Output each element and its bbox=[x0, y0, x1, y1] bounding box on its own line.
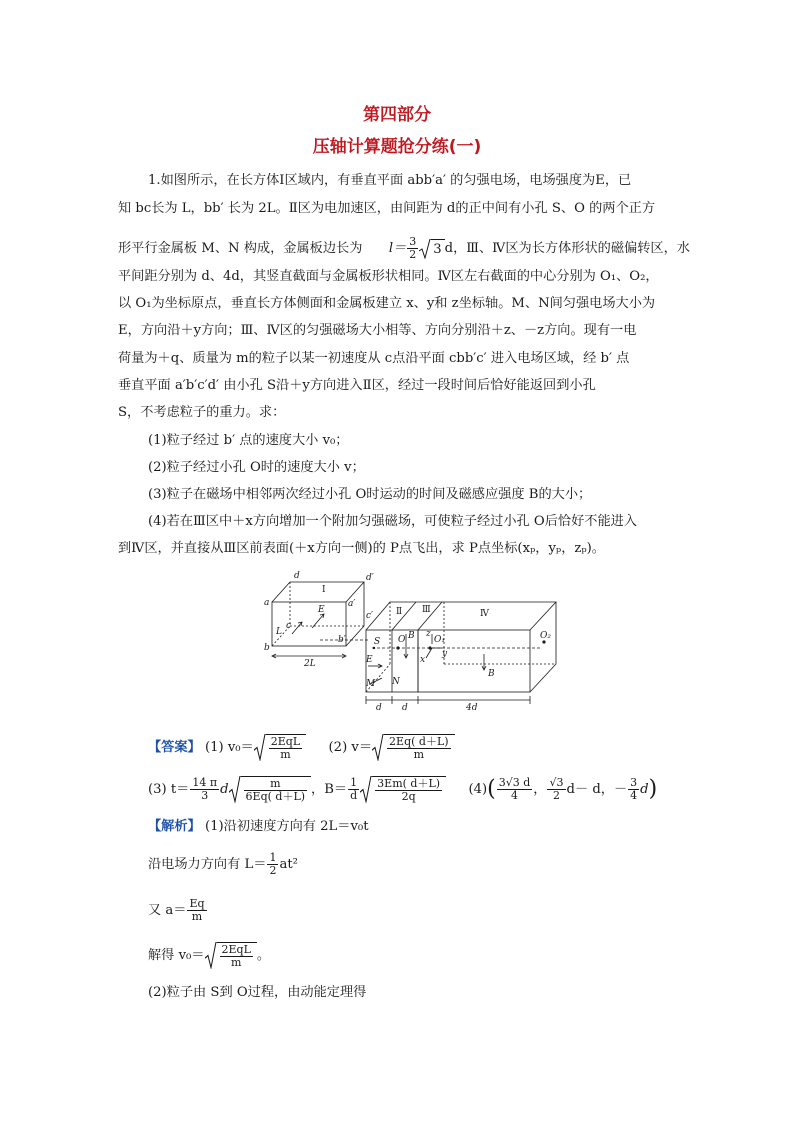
question-4-line-2: 到Ⅳ区，并直接从Ⅲ区前表面(＋x方向一侧)的 P点飞出，求 P点坐标(xₚ，yₚ，zₚ)。 bbox=[118, 541, 605, 556]
label-dim-d1: d bbox=[376, 703, 382, 712]
three-halves-fraction bbox=[407, 236, 418, 261]
analysis-text-2-rest: at² bbox=[279, 857, 298, 872]
problem-line-10: S，不考虑粒子的重力。求： bbox=[118, 405, 286, 420]
answer-1-sqrt bbox=[254, 734, 306, 761]
label-z-axis: z bbox=[426, 629, 431, 639]
fraction-numerator: 3 bbox=[409, 235, 417, 248]
answer-line-1 bbox=[148, 734, 455, 761]
radical-icon bbox=[360, 776, 372, 803]
fraction-numerator: 2EqL bbox=[221, 943, 251, 956]
problem-figure bbox=[262, 570, 560, 712]
region-1-front bbox=[272, 602, 346, 646]
answer-4-z-fraction bbox=[628, 777, 639, 802]
analysis-text-1: (1)沿初速度方向有 2L＝v₀t bbox=[204, 819, 369, 834]
v0-sqrt bbox=[205, 942, 257, 969]
part-heading: 第四部分 bbox=[363, 105, 431, 125]
answer-1-prefix: (1) v₀＝ bbox=[204, 740, 254, 755]
fraction-numerator: 3 bbox=[630, 776, 638, 789]
label-a-prime: a′ bbox=[348, 599, 356, 609]
label-d: d bbox=[294, 571, 300, 581]
answer-line-2: (3) t＝ $\frac{14 \pi}{3}$ d $\frac{m}{6Eq( d+L)}$ ，B＝ $\frac{1}{d}$ $\frac{3Em( d+L)}{2q}$ (4)( $\frac{3√3 d}{4}$ ， $\frac{√3}{2}$ d－ d，－ $\frac{3}{4}$ d) bbox=[148, 776, 658, 803]
answer-2-fraction bbox=[387, 736, 451, 761]
problem-line-1: 1.如图所示，在长方体Ⅰ区域内，有垂直平面 abb′a′ 的匀强电场，电场强度为E，已 bbox=[148, 173, 632, 188]
analysis-line-5: (2)粒子由 S到 O过程，由动能定理得 bbox=[148, 985, 367, 1000]
question-4-line-1: (4)若在Ⅲ区中＋x方向增加一个附加匀强磁场，可使粒子经过小孔 O后恰好不能进入 bbox=[148, 514, 638, 529]
answer-2-sqrt bbox=[372, 734, 455, 761]
label-O: O bbox=[398, 635, 406, 645]
fraction-numerator: 14 π bbox=[192, 776, 218, 789]
radical-icon bbox=[205, 942, 217, 969]
label-N: N bbox=[392, 677, 400, 687]
answer-3-b-sqrt-fraction bbox=[375, 778, 442, 803]
question-1: (1)粒子经过 b′ 点的速度大小 v₀； bbox=[148, 433, 349, 448]
analysis-text-4: 解得 v₀＝ bbox=[148, 948, 205, 963]
analysis-text-3: 又 a＝ bbox=[148, 903, 187, 918]
fraction-numerator: 1 bbox=[348, 777, 359, 790]
label-O1: O₁ bbox=[434, 635, 445, 645]
problem-line-5: 平间距分别为 d、4d，其竖直截面与金属板形状相同。Ⅳ区左右截面的中心分别为 O₁、O₂， bbox=[118, 269, 659, 284]
v0-fraction bbox=[220, 944, 253, 969]
answer-4-x-fraction bbox=[497, 777, 533, 802]
problem-line-3 bbox=[118, 236, 690, 261]
fraction-numerator: 2EqL bbox=[270, 735, 301, 748]
label-S: S bbox=[374, 637, 381, 647]
question-2: (2)粒子经过小孔 O时的速度大小 v； bbox=[148, 460, 365, 475]
label-x-axis: x bbox=[420, 655, 426, 665]
label-dim-4d: 4d bbox=[466, 703, 478, 712]
fraction-denominator: 2 bbox=[409, 248, 417, 261]
problem-line-8: 荷量为＋q、质量为 m的粒子以某一初速度从 c点沿平面 cbb′c′ 进入电场区域，经 b′ 点 bbox=[118, 351, 630, 366]
answer-4-z-rest: d bbox=[640, 782, 649, 797]
problem-line-2: 知 bc长为 L，bb′ 长为 2L。Ⅱ区为电加速区，由间距为 d的正中间有小孔 S、O 的两个正方 bbox=[118, 201, 656, 216]
fraction-denominator: 4 bbox=[630, 789, 638, 802]
answer-4-y-fraction bbox=[547, 777, 565, 802]
label-B-region3: B bbox=[408, 631, 415, 641]
radical-icon bbox=[229, 776, 241, 803]
fraction-numerator: 3√3 d bbox=[498, 776, 531, 789]
label-2L: 2L bbox=[304, 659, 316, 669]
answer-4-y-rest: d－ d，－ bbox=[566, 782, 628, 797]
fraction-denominator: 3 bbox=[201, 789, 209, 802]
label-region-II: Ⅱ bbox=[396, 607, 403, 617]
label-c: c bbox=[286, 621, 292, 631]
label-b: b bbox=[264, 643, 270, 653]
fraction-numerator: 1 bbox=[269, 851, 277, 864]
fraction-numerator: √3 bbox=[549, 776, 564, 789]
analysis-line-4 bbox=[148, 942, 270, 969]
problem-line-9: 垂直平面 a′b′c′d′ 由小孔 S沿＋y方向进入Ⅱ区，经过一段时间后恰好能返回到小孔 bbox=[118, 378, 596, 393]
fraction-numerator: 2Eq( d＋L) bbox=[389, 735, 449, 748]
fraction-denominator: m bbox=[191, 910, 203, 923]
label-b-prime: b′ bbox=[338, 635, 346, 645]
label-d-prime: d′ bbox=[366, 573, 374, 583]
answer-3-b-sqrt bbox=[360, 776, 446, 803]
problem-line-3-text: 形平行金属板 M、N 构成，金属板边长为 bbox=[118, 241, 363, 256]
fraction-denominator: m bbox=[230, 956, 242, 969]
answer-2-prefix: (2) v＝ bbox=[328, 740, 373, 755]
answer-3-sqrt-fraction bbox=[244, 778, 308, 803]
half-fraction bbox=[267, 852, 278, 877]
answer-3-prefix: (3) t＝ bbox=[148, 782, 190, 797]
plate-length-eq: l＝ bbox=[388, 241, 407, 256]
label-O2: O₂ bbox=[540, 631, 551, 641]
analysis-line-2 bbox=[148, 852, 298, 877]
label-dim-d2: d bbox=[402, 703, 408, 712]
label-a: a bbox=[264, 598, 270, 608]
label-y-axis: y bbox=[442, 649, 448, 659]
fraction-numerator: 3Em( d＋L) bbox=[377, 777, 441, 790]
label-B-region4: B bbox=[488, 669, 495, 679]
radical-icon bbox=[372, 734, 384, 761]
label-region-III: Ⅲ bbox=[422, 605, 431, 615]
sqrt-three bbox=[419, 239, 444, 259]
answer-1-fraction bbox=[269, 736, 302, 761]
fraction-denominator: d bbox=[350, 789, 358, 802]
radicand: 3 bbox=[431, 239, 444, 259]
analysis-line-1 bbox=[148, 818, 369, 836]
radical-icon bbox=[254, 734, 266, 761]
fraction-denominator: 2 bbox=[552, 789, 560, 802]
label-c-prime: c′ bbox=[366, 611, 374, 621]
fraction-numerator: Eq bbox=[189, 897, 205, 910]
answer-3-fraction bbox=[190, 777, 219, 802]
label-E-region1: E bbox=[318, 605, 325, 615]
answer-3-sqrt bbox=[229, 776, 312, 803]
answer-3-b-prefix: ，B＝ bbox=[311, 782, 348, 797]
fraction-denominator: 6Eq( d＋L) bbox=[245, 790, 306, 803]
fraction-denominator: m bbox=[413, 748, 425, 761]
problem-line-7: E，方向沿＋y方向；Ⅲ、Ⅳ区的匀强磁场大小相等、方向分别沿＋z、－z方向。现有一电 bbox=[118, 323, 637, 338]
section-title: 压轴计算题抢分练(一) bbox=[312, 137, 482, 157]
analysis-tag: 【解析】 bbox=[148, 819, 201, 834]
fraction-denominator: 4 bbox=[511, 789, 519, 802]
label-region-I: Ⅰ bbox=[322, 585, 326, 595]
label-region-IV: Ⅳ bbox=[480, 609, 489, 619]
problem-line-6: 以 O₁为坐标原点，垂直长方体侧面和金属板建立 x、y和 z坐标轴。M、N间匀强电场大小为 bbox=[118, 296, 656, 311]
label-M: M bbox=[366, 679, 376, 689]
answer-3-b-fraction bbox=[348, 777, 359, 802]
fraction-denominator: 2 bbox=[269, 864, 277, 877]
answer-4-prefix: (4) bbox=[468, 782, 488, 797]
label-E-region2: E bbox=[366, 655, 373, 665]
accel-fraction bbox=[187, 898, 206, 923]
fraction-denominator: m bbox=[280, 748, 291, 761]
analysis-text-4-suffix: 。 bbox=[256, 948, 271, 963]
analysis-text-2: 沿电场力方向有 L＝ bbox=[148, 857, 267, 872]
label-L: L bbox=[276, 627, 282, 637]
radical-icon bbox=[419, 239, 431, 259]
answer-3-d: d bbox=[220, 782, 229, 797]
question-3: (3)粒子在磁场中相邻两次经过小孔 O时运动的时间及磁感应强度 B的大小； bbox=[148, 487, 592, 502]
analysis-line-3 bbox=[148, 898, 208, 923]
fraction-numerator: m bbox=[244, 778, 308, 791]
fraction-denominator: 2q bbox=[401, 790, 416, 803]
answer-tag: 【答案】 bbox=[148, 740, 201, 755]
problem-line-3-rest: d，Ⅲ、Ⅳ区为长方体形状的磁偏转区，水 bbox=[444, 241, 690, 256]
